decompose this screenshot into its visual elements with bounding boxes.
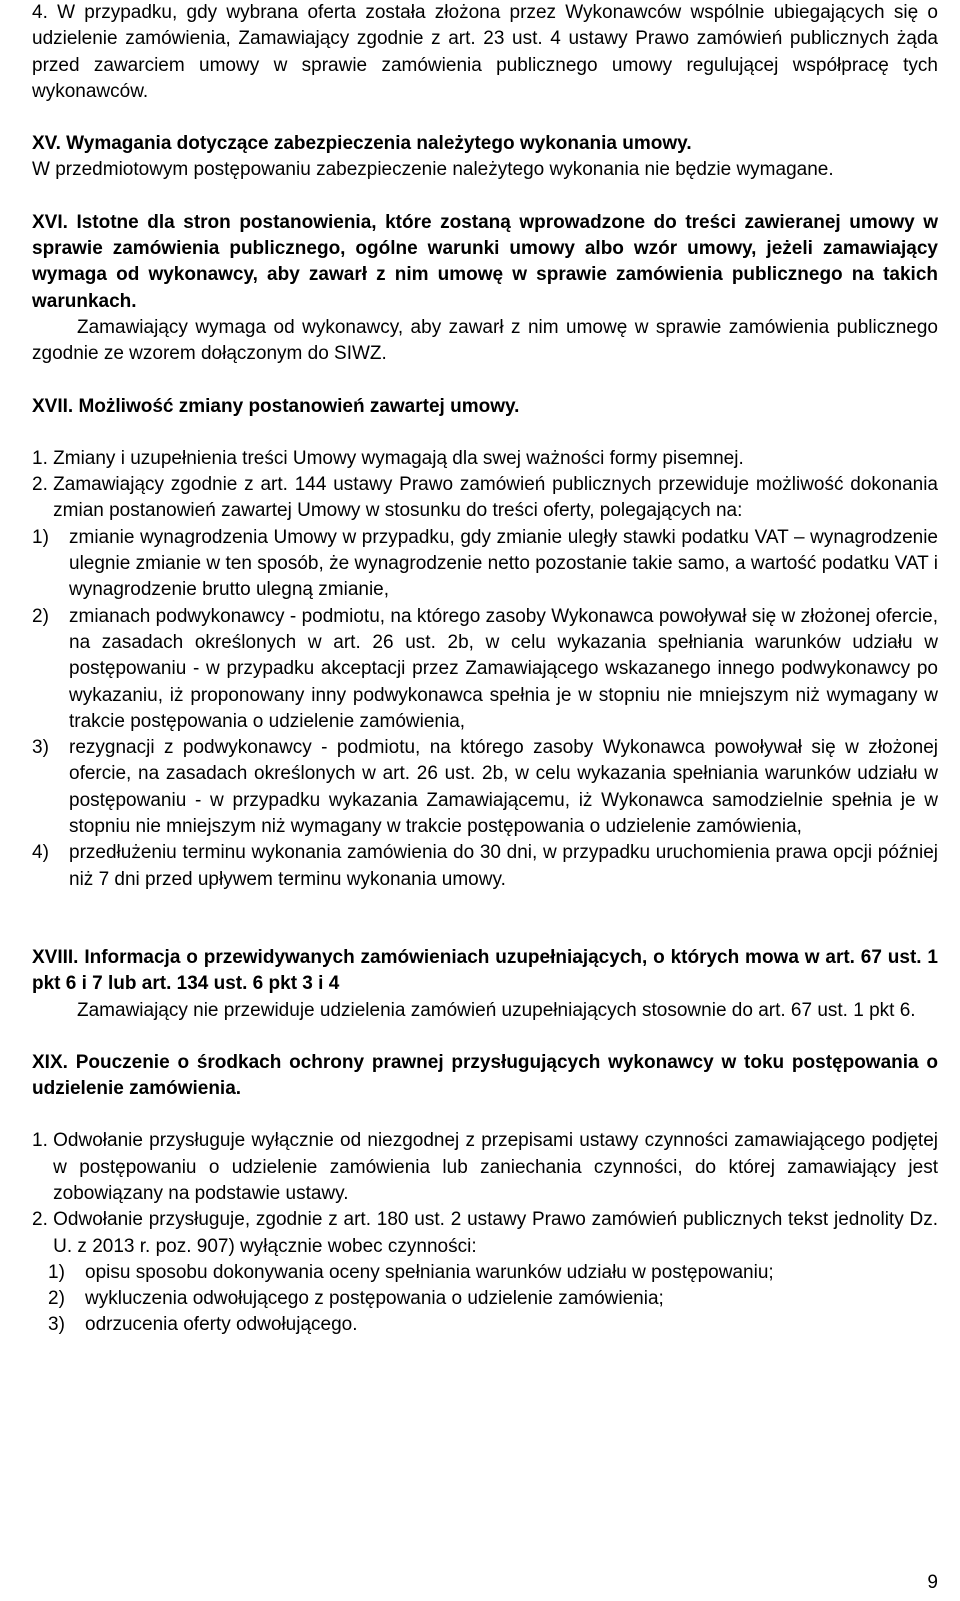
sub-list-text: opisu sposobu dokonywania oceny spełniania warunków udziału w postępowaniu; — [85, 1261, 774, 1283]
sub-list-number: 1) — [48, 1261, 65, 1283]
section-xix-heading: XIX. Pouczenie o środkach ochrony prawnej przysługujących wykonawcy w toku postępowania o udzielenie zamówienia. — [32, 1051, 938, 1100]
sub-list-number: 2) — [32, 605, 49, 627]
list-item — [32, 472, 938, 525]
list-number: 1. — [32, 1130, 48, 1152]
sub-list-item — [32, 604, 938, 735]
section-xvi-body: Zamawiający wymaga od wykonawcy, aby zawarł z nim umowę w sprawie zamówienia publicznego zgodnie ze wzorem dołączonym do SIWZ. — [32, 316, 938, 365]
section-xvi-heading: XVI. Istotne dla stron postanowienia, które zostaną wprowadzone do treści zawieranej umowy w sprawie zamówienia publicznego, ogólne warunki umowy albo wzór umowy, jeżeli zamawiający wymaga od wykonawcy, aby zawarł z nim umowę w sprawie zamówienia publicznego na takich warunkach. — [32, 211, 938, 312]
page-number: 9 — [927, 1572, 938, 1593]
sub-list-number: 2) — [48, 1288, 65, 1310]
list-text: Odwołanie przysługuje, zgodnie z art. 180 ust. 2 ustawy Prawo zamówień publicznych tekst jednolity Dz. U. z 2013 r. poz. 907) wyłącznie wobec czynności: — [53, 1209, 938, 1257]
sub-list-item — [32, 1312, 938, 1338]
list-item — [32, 446, 938, 472]
sub-list-item — [32, 1260, 938, 1286]
sub-list-item — [32, 1286, 938, 1312]
list-number: 1. — [32, 447, 48, 469]
sub-list-text: zmianach podwykonawcy - podmiotu, na którego zasoby Wykonawca powoływał się w złożonej ofercie, na zasadach określonych w art. 26 ust. 2b, w celu wykazania spełniania warunków udziału w postępowaniu - w przypadku akceptacji przez Zamawiającego wskazanego innego podwykonawcy po wykazaniu, iż proponowany inny podwykonawca spełnia je w stopniu nie mniejszym niż wymagany w trakcie postępowania o udzielenie zamówienia, — [69, 605, 938, 732]
sub-list-item — [32, 525, 938, 604]
section-xv-body: W przedmiotowym postępowaniu zabezpieczenie należytego wykonania nie będzie wymagane. — [32, 159, 834, 181]
list-number: 2. — [32, 474, 48, 496]
sub-list-item — [32, 735, 938, 840]
sub-list-text: przedłużeniu terminu wykonania zamówienia do 30 dni, w przypadku uruchomienia prawa opcji później niż 7 dni przed upływem terminu wykonania umowy. — [69, 842, 938, 890]
list-number: 2. — [32, 1209, 48, 1231]
section-xviii-body: Zamawiający nie przewiduje udzielenia zamówień uzupełniających stosownie do art. 67 ust. 1 pkt 6. — [77, 999, 916, 1021]
sub-list-text: wykluczenia odwołującego z postępowania o udzielenie zamówienia; — [85, 1288, 664, 1310]
list-text: Odwołanie przysługuje wyłącznie od niezgodnej z przepisami ustawy czynności zamawiającego podjętej w postępowaniu o udzielenie zamówienia lub zaniechania czynności, do której zamawiający jest zobowiązany na podstawie ustawy. — [53, 1130, 938, 1204]
list-text: Zmiany i uzupełnienia treści Umowy wymagają dla swej ważności formy pisemnej. — [53, 447, 744, 469]
section-xvii-heading: XVII. Możliwość zmiany postanowień zawartej umowy. — [32, 395, 520, 417]
section-xv-heading: XV. Wymagania dotyczące zabezpieczenia należytego wykonania umowy. — [32, 133, 692, 155]
list-item — [32, 1207, 938, 1260]
sub-list-text: zmianie wynagrodzenia Umowy w przypadku, gdy zmianie uległy stawki podatku VAT – wynagrodzenie ulegnie zmianie w ten sposób, że wynagrodzenie netto pozostanie takie samo, a wartość podatku VAT i wynagrodzenie brutto ulegną zmianie, — [69, 526, 938, 601]
sub-list-item — [32, 840, 938, 893]
sub-list-number: 1) — [32, 526, 49, 548]
sub-list-number: 3) — [32, 737, 49, 759]
list-item — [32, 1128, 938, 1207]
sub-list-text: odrzucenia oferty odwołującego. — [85, 1314, 358, 1336]
intro-paragraph: 4. W przypadku, gdy wybrana oferta została złożona przez Wykonawców wspólnie ubiegających się o udzielenie zamówienia, Zamawiający zgodnie z art. 23 ust. 4 ustawy Prawo zamówień publicznych żąda przed zawarciem umowy w sprawie zamówienia publicznego umowy regulującej współpracę tych wykonawców. — [32, 2, 938, 102]
sub-list-number: 3) — [48, 1314, 65, 1336]
document-page — [32, 0, 938, 1339]
sub-list-text: rezygnacji z podwykonawcy - podmiotu, na którego zasoby Wykonawca powoływał się w złożonej ofercie, na zasadach określonych w art. 26 ust. 2b, w celu wykazania spełniania warunków udziału w postępowaniu - w przypadku wykazania Zamawiającemu, iż Wykonawca samodzielnie spełnia je w stopniu nie mniejszym niż wymagany w trakcie postępowania o udzielenie zamówienia, — [69, 737, 938, 838]
list-text: Zamawiający zgodnie z art. 144 ustawy Prawo zamówień publicznych przewiduje możliwość dokonania zmian postanowień zawartej Umowy w stosunku do treści oferty, polegających na: — [53, 474, 938, 522]
sub-list-number: 4) — [32, 842, 49, 864]
section-xviii-heading: XVIII. Informacja o przewidywanych zamówieniach uzupełniających, o których mowa w art. 67 ust. 1 pkt 6 i 7 lub art. 134 ust. 6 pkt 3 i 4 — [32, 946, 938, 995]
